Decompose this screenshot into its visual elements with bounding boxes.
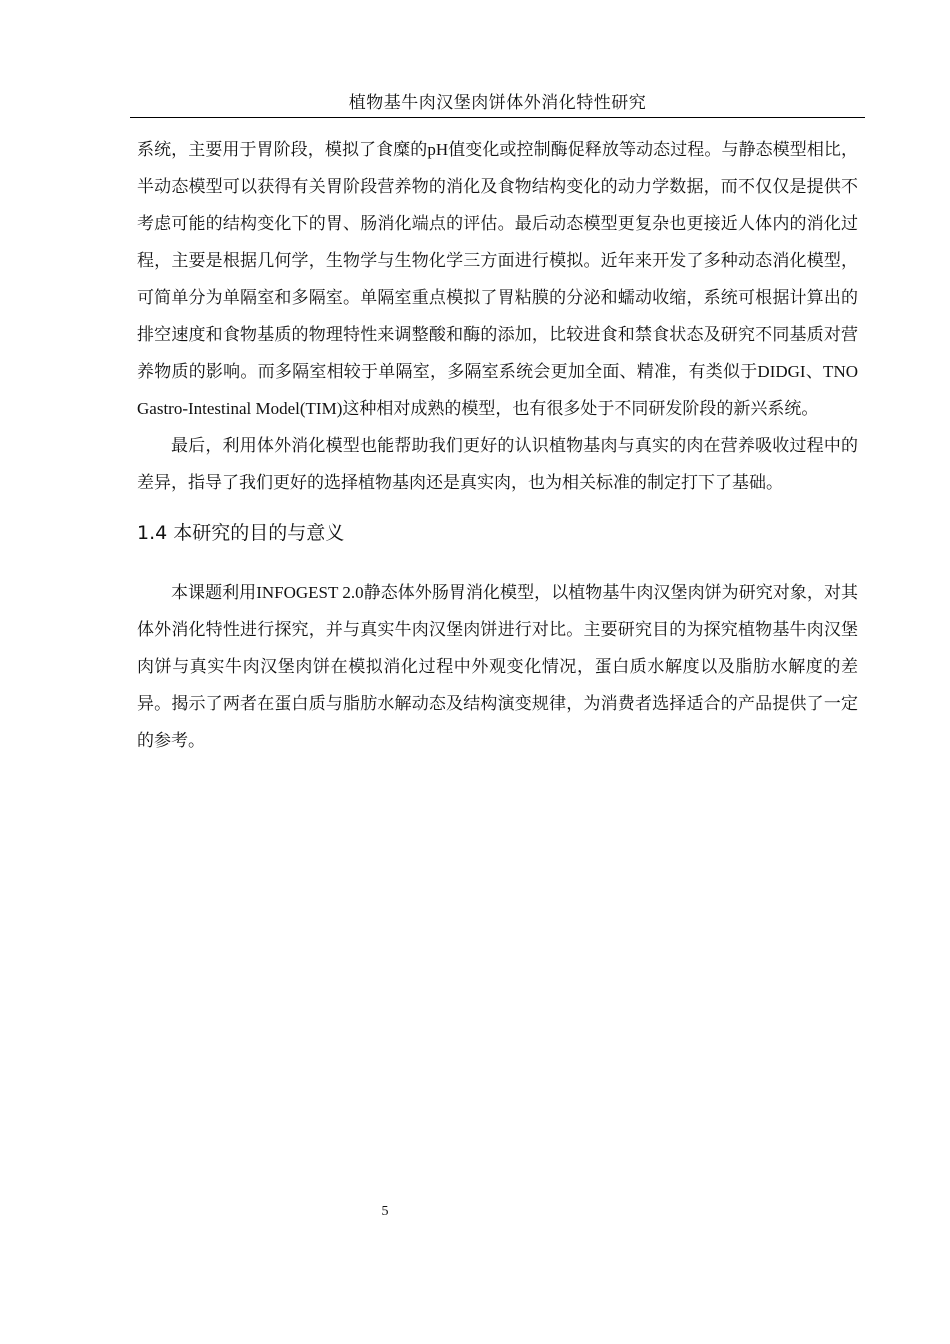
body-paragraph-conclusion: 最后，利用体外消化模型也能帮助我们更好的认识植物基肉与真实的肉在营养吸收过程中的差异，指导了我们更好的选择植物基肉还是真实肉，也为相关标准的制定打下了基础。 (137, 436, 858, 492)
page-number: 5 (381, 1204, 389, 1219)
header-divider (130, 117, 865, 118)
section-heading: 1.4 本研究的目的与意义 (137, 522, 345, 544)
running-header-title: 植物基牛肉汉堡肉饼体外消化特性研究 (348, 93, 647, 112)
page-body (137, 131, 858, 759)
body-paragraph-continued: 系统，主要用于胃阶段，模拟了食糜的pH值变化或控制酶促释放等动态过程。与静态模型相比，半动态模型可以获得有关胃阶段营养物的消化及食物结构变化的动力学数据，而不仅仅是提供不考虑可能的结构变化下的胃、肠消化端点的评估。最后动态模型更复杂也更接近人体内的消化过程，主要是根据几何学，生物学与生物化学三方面进行模拟。近年来开发了多种动态消化模型，可简单分为单隔室和多隔室。单隔室重点模拟了胃粘膜的分泌和蠕动收缩，系统可根据计算出的排空速度和食物基质的物理特性来调整酸和酶的添加，比较进食和禁食状态及研究不同基质对营养物质的影响。而多隔室相较于单隔室，多隔室系统会更加全面、精准，有类似于DIDGI、TNO Gastro-Intestinal Model(TIM)这种相对成熟的模型，也有很多处于不同研发阶段的新兴系统。 (137, 140, 858, 418)
section-paragraph: 本课题利用INFOGEST 2.0静态体外肠胃消化模型，以植物基牛肉汉堡肉饼为研究对象，对其体外消化特性进行探究，并与真实牛肉汉堡肉饼进行对比。主要研究目的为探究植物基牛肉汉堡肉饼与真实牛肉汉堡肉饼在模拟消化过程中外观变化情况，蛋白质水解度以及脂肪水解度的差异。揭示了两者在蛋白质与脂肪水解动态及结构演变规律，为消费者选择适合的产品提供了一定的参考。 (137, 583, 858, 750)
